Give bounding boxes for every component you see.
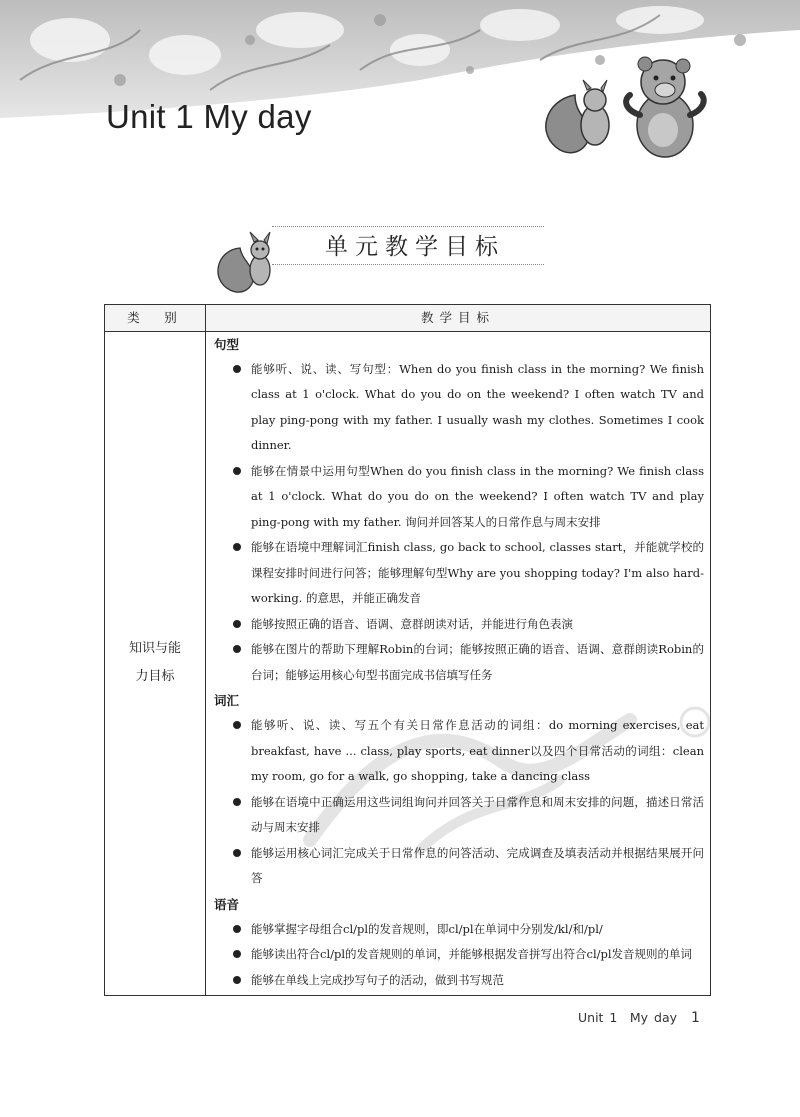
list-item: 能够听、说、读、写句型：When do you finish class in the morning? We finish class at 1 o'clock. What do you do on the weekend? I often watch TV and play ping-pong with my father. I usually wash my clothes. Sometimes I cook dinner. — [214, 357, 704, 459]
phonics-objectives — [214, 917, 704, 994]
category-label: 知识与能力目标 — [128, 641, 181, 685]
vocabulary-objectives — [214, 713, 704, 892]
list-item: 能够掌握字母组合cl/pl的发音规则，即cl/pl在单词中分别发/kl/和/pl/ — [214, 917, 704, 943]
list-item: 能够读出符合cl/pl的发音规则的单词，并能够根据发音拼写出符合cl/pl发音规则的单词 — [214, 942, 704, 968]
table-row — [105, 331, 711, 996]
category-cell — [105, 331, 206, 996]
section-divider-bottom — [272, 264, 544, 265]
list-item: 能够在图片的帮助下理解Robin的台词；能够按照正确的语音、语调、意群朗读Robin的台词；能够运用核心句型书面完成书信填写任务 — [214, 637, 704, 688]
list-item: 能够按照正确的语音、语调、意群朗读对话，并能进行角色表演 — [214, 612, 704, 638]
group-heading-vocabulary: 词汇 — [214, 693, 240, 708]
list-item: 能够在情景中运用句型When do you finish class in the morning? We finish class at 1 o'clock. What do you do on the weekend? I often watch TV and play ping-pong with my father. 询问并回答某人的日常作息与周末安排 — [214, 459, 704, 536]
section-title: 单元教学目标 — [325, 234, 505, 260]
page-footer — [578, 1008, 700, 1026]
unit-title: Unit 1 My day — [106, 98, 312, 135]
group-heading-phonics: 语音 — [214, 896, 240, 912]
list-item: 能够在语境中正确运用这些词组询问并回答关于日常作息和周末安排的问题，描述日常活动与周末安排 — [214, 790, 704, 841]
sentence-pattern-objectives — [214, 357, 704, 689]
teaching-objectives-table — [104, 304, 711, 996]
page-number: 1 — [691, 1010, 700, 1026]
list-item: 能够听、说、读、写五个有关日常作息活动的词组：do morning exercises, eat breakfast, have ... class, play sports, eat dinner以及四个日常活动的词组：clean my room, go for a walk, go shopping, take a dancing class — [214, 713, 704, 790]
column-header-objectives: 教学目标 — [206, 305, 711, 332]
list-item: 能够在单线上完成抄写句子的活动，做到书写规范 — [214, 968, 704, 994]
list-item: 能够运用核心词汇完成关于日常作息的问答活动、完成调查及填表活动并根据结果展开问答 — [214, 841, 704, 892]
objectives-cell — [206, 331, 711, 996]
column-header-category: 类 别 — [105, 305, 206, 332]
table-header-row — [105, 305, 711, 332]
group-heading-sentence-patterns: 句型 — [214, 336, 240, 352]
footer-unit-label: Unit 1 My day — [578, 1010, 678, 1025]
list-item: 能够在语境中理解词汇finish class, go back to school, classes start，并能就学校的课程安排时间进行问答；能够理解句型Why are you shopping today? I'm also hard-working. 的意思，并能正确发音 — [214, 535, 704, 612]
squirrel-and-bear-mascot — [535, 40, 715, 170]
section-divider-top — [272, 226, 544, 227]
